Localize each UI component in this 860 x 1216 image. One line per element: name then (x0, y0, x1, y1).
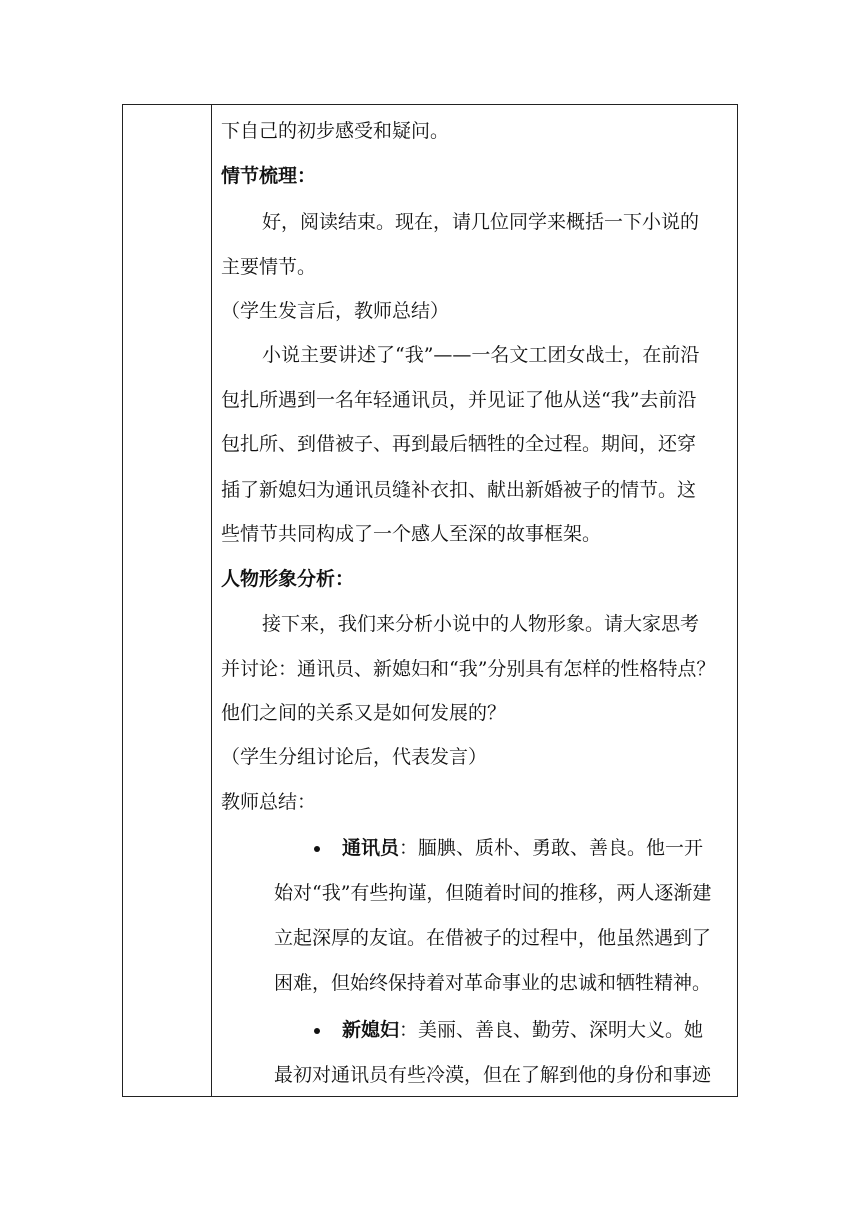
text-line: 些情节共同构成了一个感人至深的故事框架。 (221, 523, 602, 545)
table-content-cell (212, 105, 737, 1096)
text-line: 始对“我”有些拘谨，但随着时间的推移，两人逐渐建 (274, 882, 712, 904)
bullet-line (342, 1018, 727, 1042)
text-line: （学生发言后，教师总结） (221, 300, 450, 322)
text-line: 立起深厚的友谊。在借被子的过程中，他虽然遇到了 (274, 927, 712, 949)
bullet-text: ：腼腆、质朴、勇敢、善良。他一开 (399, 837, 704, 859)
section-heading-plot: 情节梳理： (221, 165, 317, 187)
text-line: 包扎所遇到一名年轻通讯员，并见证了他从送“我”去前沿 (221, 389, 697, 411)
text-line: 困难，但始终保持着对革命事业的忠诚和牺牲精神。 (274, 972, 712, 994)
text-line: 下自己的初步感受和疑问。 (221, 120, 450, 142)
bullet-icon (314, 846, 320, 852)
text-line: 他们之间的关系又是如何发展的？ (221, 702, 507, 724)
text-line: 并讨论：通讯员、新媳妇和“我”分别具有怎样的性格特点？ (221, 658, 716, 680)
text-line: 最初对通讯员有些冷漠，但在了解到他的身份和事迹 (274, 1064, 712, 1086)
text-line: 小说主要讲述了“我”——一名文工团女战士，在前沿 (262, 344, 700, 366)
text-line: 接下来，我们来分析小说中的人物形象。请大家思考 (262, 613, 700, 635)
section-heading-characters: 人物形象分析： (221, 568, 355, 590)
bullet-icon (314, 1028, 320, 1034)
lesson-table (122, 104, 738, 1097)
text-line: （学生分组讨论后，代表发言） (221, 746, 488, 768)
text-line: 包扎所、到借被子、再到最后牺牲的全过程。期间，还穿 (221, 433, 697, 455)
bullet-label: 新媳妇 (342, 1019, 400, 1041)
bullet-line (342, 836, 727, 860)
table-left-column (123, 105, 212, 1096)
bullet-text: ：美丽、善良、勤劳、深明大义。她 (399, 1019, 704, 1041)
text-line: 插了新媳妇为通讯员缝补衣扣、献出新婚被子的情节。这 (221, 479, 697, 501)
text-line: 好，阅读结束。现在，请几位同学来概括一下小说的 (262, 211, 700, 233)
text-line: 主要情节。 (221, 256, 317, 278)
bullet-label: 通讯员 (342, 837, 400, 859)
text-line: 教师总结： (221, 791, 317, 813)
